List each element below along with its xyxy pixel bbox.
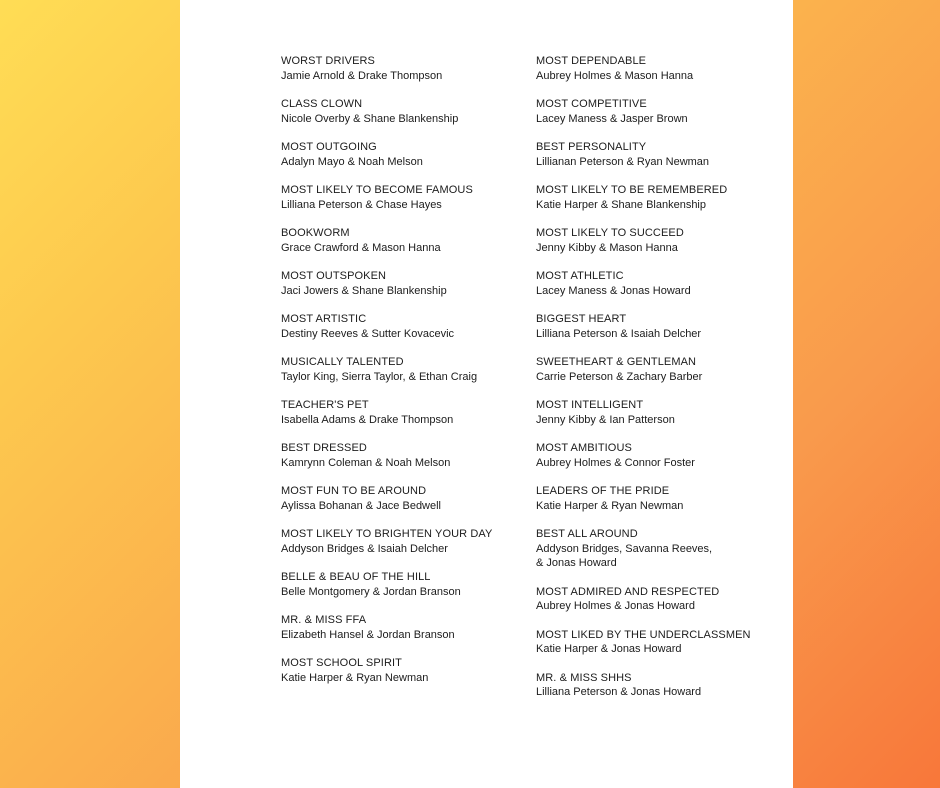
superlative-names: Aubrey Holmes & Connor Foster <box>536 456 695 469</box>
superlative-names: Nicole Overby & Shane Blankenship <box>281 112 459 125</box>
superlative-names: Taylor King, Sierra Taylor, & Ethan Craig <box>281 370 478 383</box>
superlative-title: MOST SCHOOL SPIRIT <box>281 657 402 669</box>
superlative-entry <box>281 441 536 470</box>
superlative-names: Katie Harper & Ryan Newman <box>281 671 429 684</box>
superlative-title: MOST LIKELY TO BECOME FAMOUS <box>281 184 473 196</box>
superlative-entry <box>536 140 793 169</box>
superlative-title: SWEETHEART & GENTLEMAN <box>536 356 697 368</box>
superlative-names: Adalyn Mayo & Noah Melson <box>281 155 423 168</box>
superlative-title: MUSICALLY TALENTED <box>281 356 404 368</box>
superlative-names: Lilliana Peterson & Chase Hayes <box>281 198 442 211</box>
superlative-names: Grace Crawford & Mason Hanna <box>281 241 441 254</box>
superlative-entry <box>281 97 536 126</box>
superlative-entry <box>536 183 793 212</box>
superlative-entry <box>536 585 793 614</box>
superlative-names: Jaci Jowers & Shane Blankenship <box>281 284 447 297</box>
superlatives-list <box>180 0 793 788</box>
superlative-names: Lacey Maness & Jonas Howard <box>536 284 691 297</box>
superlative-names: Lacey Maness & Jasper Brown <box>536 112 688 125</box>
superlative-entry <box>281 527 536 556</box>
superlative-entry <box>536 312 793 341</box>
superlative-names: Jamie Arnold & Drake Thompson <box>281 69 443 82</box>
superlative-names: Lilliana Peterson & Jonas Howard <box>536 686 702 698</box>
superlative-names: Lillianan Peterson & Ryan Newman <box>536 155 710 168</box>
superlative-entry <box>536 398 793 427</box>
superlative-entry <box>536 54 793 83</box>
superlative-entry <box>281 656 536 685</box>
superlative-title: MOST LIKELY TO BRIGHTEN YOUR DAY <box>281 528 493 540</box>
superlative-names: & Jonas Howard <box>536 557 617 569</box>
superlatives-column-left <box>281 54 536 699</box>
superlative-title: LEADERS OF THE PRIDE <box>536 485 670 497</box>
superlative-names: Destiny Reeves & Sutter Kovacevic <box>281 327 455 340</box>
superlative-title: MOST LIKELY TO SUCCEED <box>536 227 684 239</box>
superlative-entry <box>536 484 793 513</box>
superlative-title: MOST ATHLETIC <box>536 270 624 282</box>
superlative-names: Kamrynn Coleman & Noah Melson <box>281 456 451 469</box>
superlative-names: Aylissa Bohanan & Jace Bedwell <box>281 499 442 512</box>
superlative-title: MOST OUTGOING <box>281 141 377 153</box>
superlative-entry <box>281 398 536 427</box>
superlative-names: Katie Harper & Jonas Howard <box>536 643 682 655</box>
superlative-title: WORST DRIVERS <box>281 55 375 67</box>
superlative-title: MOST COMPETITIVE <box>536 98 647 110</box>
superlative-names: Katie Harper & Shane Blankenship <box>536 198 706 211</box>
superlative-title: TEACHER'S PET <box>281 399 369 411</box>
superlative-title: MOST ARTISTIC <box>281 313 367 325</box>
superlative-title: BIGGEST HEART <box>536 313 627 325</box>
superlative-title: MR. & MISS FFA <box>281 614 367 626</box>
superlative-names: Lilliana Peterson & Isaiah Delcher <box>536 327 702 340</box>
superlative-names: Aubrey Holmes & Mason Hanna <box>536 69 694 82</box>
superlative-title: MOST LIKELY TO BE REMEMBERED <box>536 184 728 196</box>
superlative-entry <box>281 484 536 513</box>
superlative-entry <box>536 355 793 384</box>
superlative-title: MOST LIKED BY THE UNDERCLASSMEN <box>536 628 751 641</box>
superlative-entry <box>536 628 793 657</box>
superlative-names: Isabella Adams & Drake Thompson <box>281 413 454 426</box>
superlative-title: MOST ADMIRED AND RESPECTED <box>536 585 720 598</box>
superlative-entry <box>281 613 536 642</box>
superlative-title: MOST OUTSPOKEN <box>281 270 387 282</box>
superlative-entry <box>281 312 536 341</box>
superlative-entry <box>281 54 536 83</box>
superlative-title: MOST INTELLIGENT <box>536 399 644 411</box>
superlative-entry <box>281 226 536 255</box>
superlative-title: MR. & MISS SHHS <box>536 671 632 684</box>
superlative-title: BELLE & BEAU OF THE HILL <box>281 571 431 583</box>
superlative-title: MOST DEPENDABLE <box>536 55 647 67</box>
superlatives-column-right <box>536 54 793 714</box>
superlative-title: MOST AMBITIOUS <box>536 442 632 454</box>
superlative-entry <box>536 671 793 700</box>
superlative-names: Addyson Bridges & Isaiah Delcher <box>281 542 448 555</box>
superlative-entry <box>536 226 793 255</box>
superlative-entry <box>281 570 536 599</box>
superlative-title: BEST PERSONALITY <box>536 141 647 153</box>
superlative-names: Belle Montgomery & Jordan Branson <box>281 585 461 598</box>
superlative-names: Elizabeth Hansel & Jordan Branson <box>281 628 455 641</box>
superlative-names: Jenny Kibby & Ian Patterson <box>536 413 675 426</box>
superlative-names: Katie Harper & Ryan Newman <box>536 499 684 512</box>
superlative-names: Carrie Peterson & Zachary Barber <box>536 370 703 383</box>
superlative-entry <box>536 269 793 298</box>
superlative-title: CLASS CLOWN <box>281 98 363 110</box>
superlative-names: Addyson Bridges, Savanna Reeves, <box>536 542 713 555</box>
superlative-entry <box>536 97 793 126</box>
superlative-title: BOOKWORM <box>281 227 350 239</box>
superlative-names: Jenny Kibby & Mason Hanna <box>536 241 678 254</box>
superlative-entry <box>281 269 536 298</box>
superlative-entry <box>281 140 536 169</box>
superlative-entry <box>281 355 536 384</box>
superlative-entry <box>536 527 793 571</box>
superlative-entry <box>536 441 793 470</box>
superlative-entry <box>281 183 536 212</box>
superlative-names: Aubrey Holmes & Jonas Howard <box>536 600 695 612</box>
superlative-title: BEST DRESSED <box>281 442 367 454</box>
superlative-title: BEST ALL AROUND <box>536 528 638 540</box>
superlative-title: MOST FUN TO BE AROUND <box>281 485 427 497</box>
